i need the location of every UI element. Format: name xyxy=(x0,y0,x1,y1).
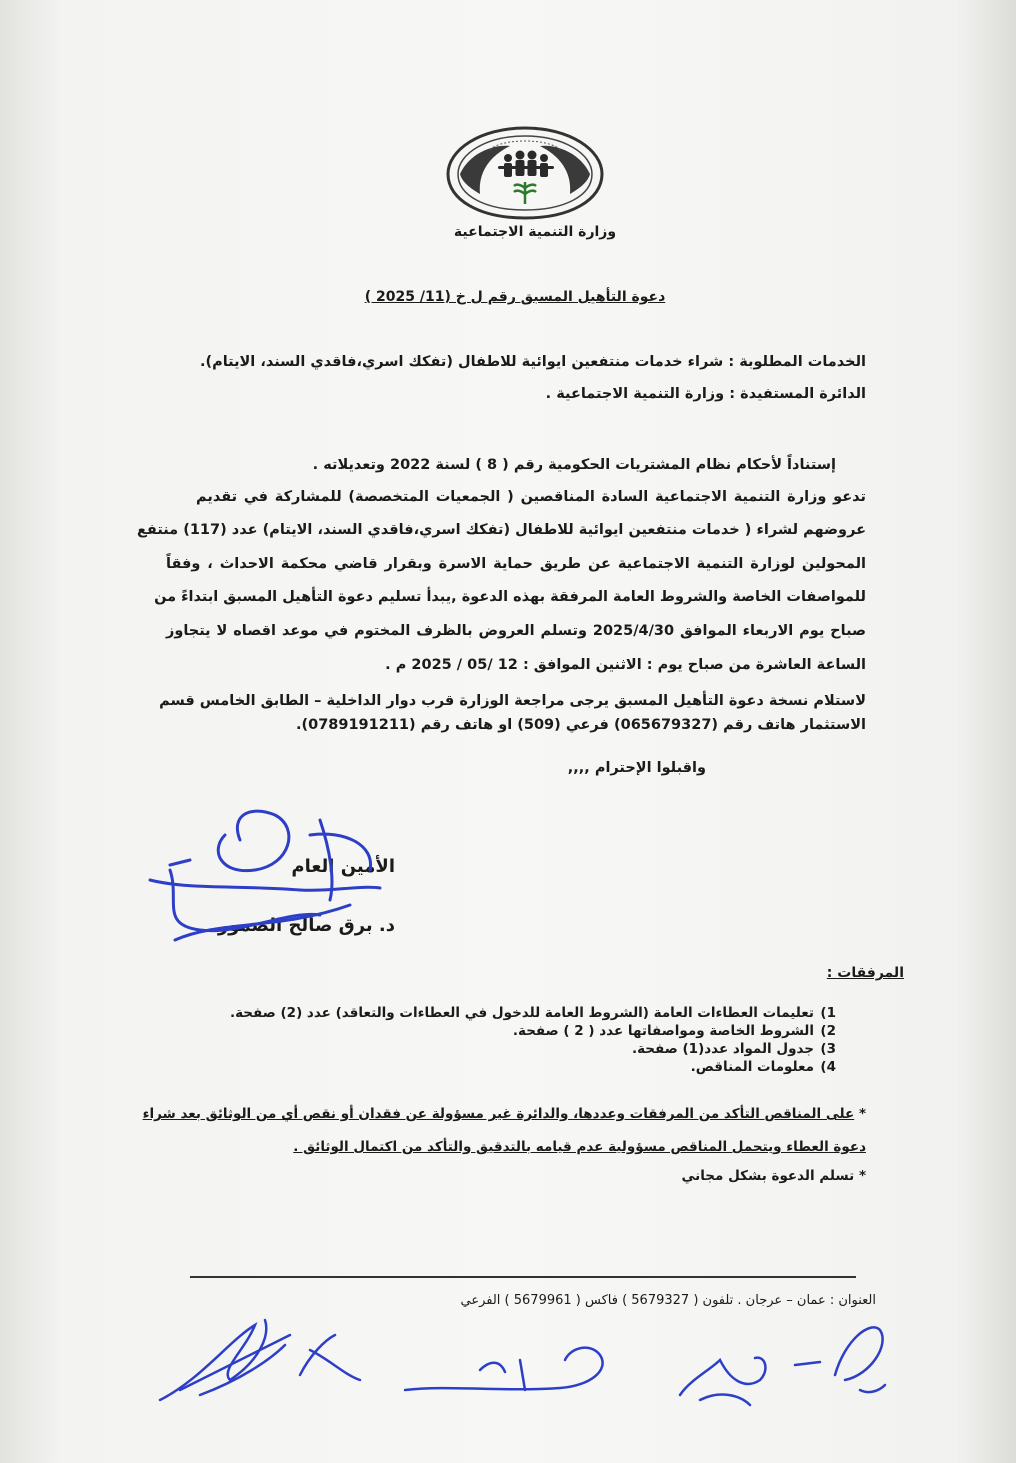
body-paragraph-line: تدعو وزارة التنمية الاجتماعية السادة المناقصين ( الجمعيات المتخصصة) للمشاركة في تقديم xyxy=(196,489,866,505)
body-paragraph-line: المحولين لوزارة التنمية الاجتماعية عن طريق حماية الاسرة وبقرار قاضي محكمة الاحداث ، وفقاً xyxy=(166,556,866,572)
signatory-title: الأمين العام xyxy=(291,856,395,877)
department-line: الدائرة المستفيدة : وزارة التنمية الاجتماعية . xyxy=(545,386,866,402)
footer-divider xyxy=(190,1276,856,1278)
attachments-list xyxy=(230,1004,836,1076)
list-item: 3)جدول المواد عدد(1) صفحة. xyxy=(631,1041,836,1057)
signatory-name: د. برق صالح الضمور xyxy=(217,915,395,936)
body-paragraph-line: لاستلام نسخة دعوة التأهيل المسبق يرجى مراجعة الوزارة قرب دوار الداخلية – الطابق الخامس قسم xyxy=(159,693,866,709)
note-line: دعوة العطاء ويتحمل المناقص مسؤولية عدم قيامه بالتدقيق والتأكد من اكتمال الوثائق . xyxy=(293,1139,866,1155)
closing-line: واقبلوا الإحترام ,,,, xyxy=(567,760,706,776)
ministry-name: وزارة التنمية الاجتماعية xyxy=(453,224,617,240)
bullet-icon: * xyxy=(858,1106,866,1122)
list-item: 1)تعليمات العطاءات العامة (الشروط العامة للدخول في العطاءات والتعاقد) عدد (2) صفحة. xyxy=(229,1005,836,1021)
attachments-heading: المرفقات : xyxy=(826,965,904,981)
body-paragraph-line: الاستثمار هاتف رقم (065679327) فرعي (509) او هاتف رقم (0789191211). xyxy=(295,717,866,733)
body-paragraph-line: إستناداً لأحكام نظام المشتريات الحكومية رقم ( 8 ) لسنة 2022 وتعديلاته . xyxy=(312,457,836,473)
document-title: دعوة التأهيل المسبق رقم ل خ (11/ 2025 ) xyxy=(364,289,666,305)
note-line: * تسلم الدعوة بشكل مجاني xyxy=(681,1168,866,1184)
services-line: الخدمات المطلوبة : شراء خدمات منتفعين ايوائية للاطفال (تفكك اسري،فاقدي السند، الايتام). xyxy=(199,354,866,370)
body-paragraph-line: الساعة العاشرة من صباح يوم : الاثنين الموافق : 12 /05 / 2025 م . xyxy=(385,657,866,673)
list-item: 4)معلومات المناقص. xyxy=(690,1059,836,1075)
footer-address: العنوان : عمان – عرجان . تلفون ( 5679327 ) فاكس ( 5679961 ) الفرعي xyxy=(460,1293,876,1308)
ministry-logo xyxy=(440,122,610,222)
body-paragraph-line: عروضهم لشراء ( خدمات منتفعين ايوائية للاطفال (تفكك اسري،فاقدي السند، الايتام) عدد (117) منتفع xyxy=(137,522,866,538)
note-line: * على المناقص التأكد من المرفقات وعددها، والدائرة غير مسؤولة عن فقدان أو نقص أي من الوثائق بعد شراء xyxy=(142,1106,866,1122)
body-paragraph-line: للمواصفات الخاصة والشروط العامة المرفقة بهذه الدعوة ,يبدأ تسليم دعوة التأهيل المسبق ابتداءً من xyxy=(154,589,866,605)
list-item: 2)الشروط الخاصة ومواصفاتها عدد ( 2 ) صفحة. xyxy=(512,1023,836,1039)
body-paragraph-line: صباح يوم الاربعاء الموافق 2025/4/30 وتسلم العروض بالظرف المختوم في موعد اقصاه لا يتجاوز xyxy=(166,623,866,639)
bullet-icon: * xyxy=(858,1168,866,1184)
